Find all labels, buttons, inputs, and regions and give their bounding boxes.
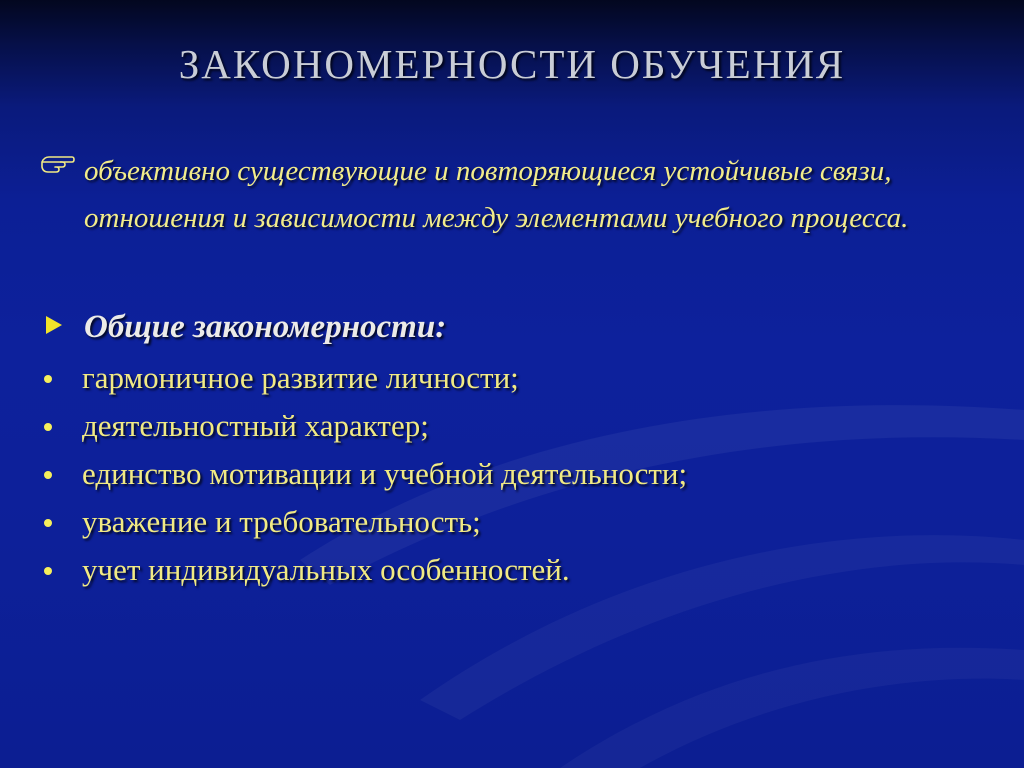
definition-paragraph	[40, 148, 990, 242]
definition-text: объективно существующие и повторяющиеся устойчивые связи, отношения и зависимости между элементами учебного процесса.	[84, 155, 909, 234]
list-item	[44, 450, 994, 498]
bullet-icon	[44, 471, 52, 479]
subheading	[46, 303, 746, 353]
triangle-arrow-icon	[46, 316, 62, 334]
bullet-icon	[44, 375, 52, 383]
bullet-icon	[44, 519, 52, 527]
list-item	[44, 354, 994, 402]
list-item-text: деятельностный характер;	[82, 408, 429, 443]
subheading-text: Общие закономерности:	[84, 309, 447, 345]
bullet-icon	[44, 423, 52, 431]
list-item-text: единство мотивации и учебной деятельности;	[82, 456, 688, 491]
list-item-text: гармоничное развитие личности;	[82, 360, 519, 395]
list-item	[44, 498, 994, 546]
regularities-list	[44, 354, 994, 594]
list-item-text: уважение и требовательность;	[82, 504, 481, 539]
slide-title: ЗАКОНОМЕРНОСТИ ОБУЧЕНИЯ	[178, 41, 846, 87]
list-item	[44, 546, 994, 594]
list-item	[44, 402, 994, 450]
pointing-hand-icon	[40, 152, 76, 176]
list-item-text: учет индивидуальных особенностей.	[82, 552, 570, 587]
bullet-icon	[44, 567, 52, 575]
